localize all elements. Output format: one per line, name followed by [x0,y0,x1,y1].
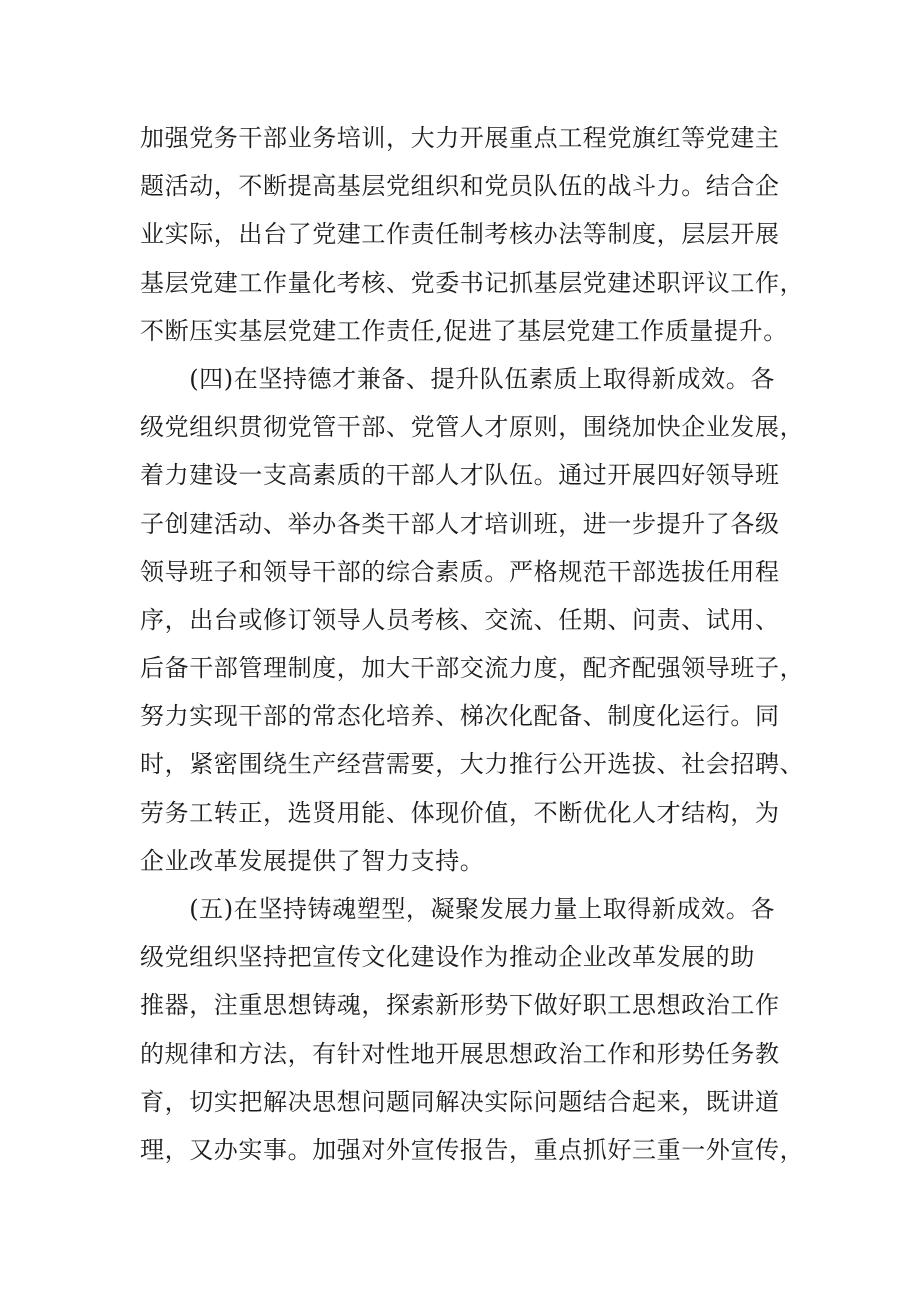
text-line: 基层党建工作量化考核、党委书记抓基层党建述职评议工作， [140,268,805,297]
text-line: 着力建设一支高素质的干部人才队伍。通过开展四好领导班 [140,461,780,490]
text-line: (四)在坚持德才兼备、提升队伍素质上取得新成效。各 [140,364,775,393]
text-line: 育，切实把解决思想问题同解决实际问题结合起来，既讲道 [140,1087,780,1116]
text-line: 级党组织坚持把宣传文化建设作为推动企业改革发展的助 [140,943,755,972]
text-line: 题活动，不断提高基层党组织和党员队伍的战斗力。结合企 [140,172,780,201]
text-line: 时，紧密围绕生产经营需要，大力推行公开选拔、社会招聘、 [140,750,805,779]
text-line: 的规律和方法，有针对性地开展思想政治工作和形势任务教 [140,1039,780,1068]
text-line: 领导班子和领导干部的综合素质。严格规范干部选拔任用程 [140,557,780,586]
text-line: 业实际，出台了党建工作责任制考核办法等制度，层层开展 [140,220,780,249]
text-line: 推器，注重思想铸魂，探索新形势下做好职工思想政治工作 [140,991,780,1020]
text-line: 理，又办实事。加强对外宣传报告，重点抓好三重一外宣传， [140,1135,805,1164]
text-line: 子创建活动、举办各类干部人才培训班，进一步提升了各级 [140,509,780,538]
text-line: 后备干部管理制度，加大干部交流力度，配齐配强领导班子， [140,654,805,683]
text-line: 不断压实基层党建工作责任,促进了基层党建工作质量提升。 [140,316,788,345]
text-line: 级党组织贯彻党管干部、党管人才原则，围绕加快企业发展， [140,413,805,442]
text-line: 企业改革发展提供了智力支持。 [140,846,485,875]
text-line: (五)在坚持铸魂塑型，凝聚发展力量上取得新成效。各 [140,895,775,923]
body-text [140,114,805,1174]
text-line: 加强党务干部业务培训，大力开展重点工程党旗红等党建主 [140,124,780,152]
text-line: 序，出台或修订领导人员考核、交流、任期、问责、试用、 [140,605,780,634]
text-line: 努力实现干部的常态化培养、梯次化配备、制度化运行。同 [140,702,780,731]
text-line: 劳务工转正，选贤用能、体现价值，不断优化人才结构，为 [140,798,780,827]
